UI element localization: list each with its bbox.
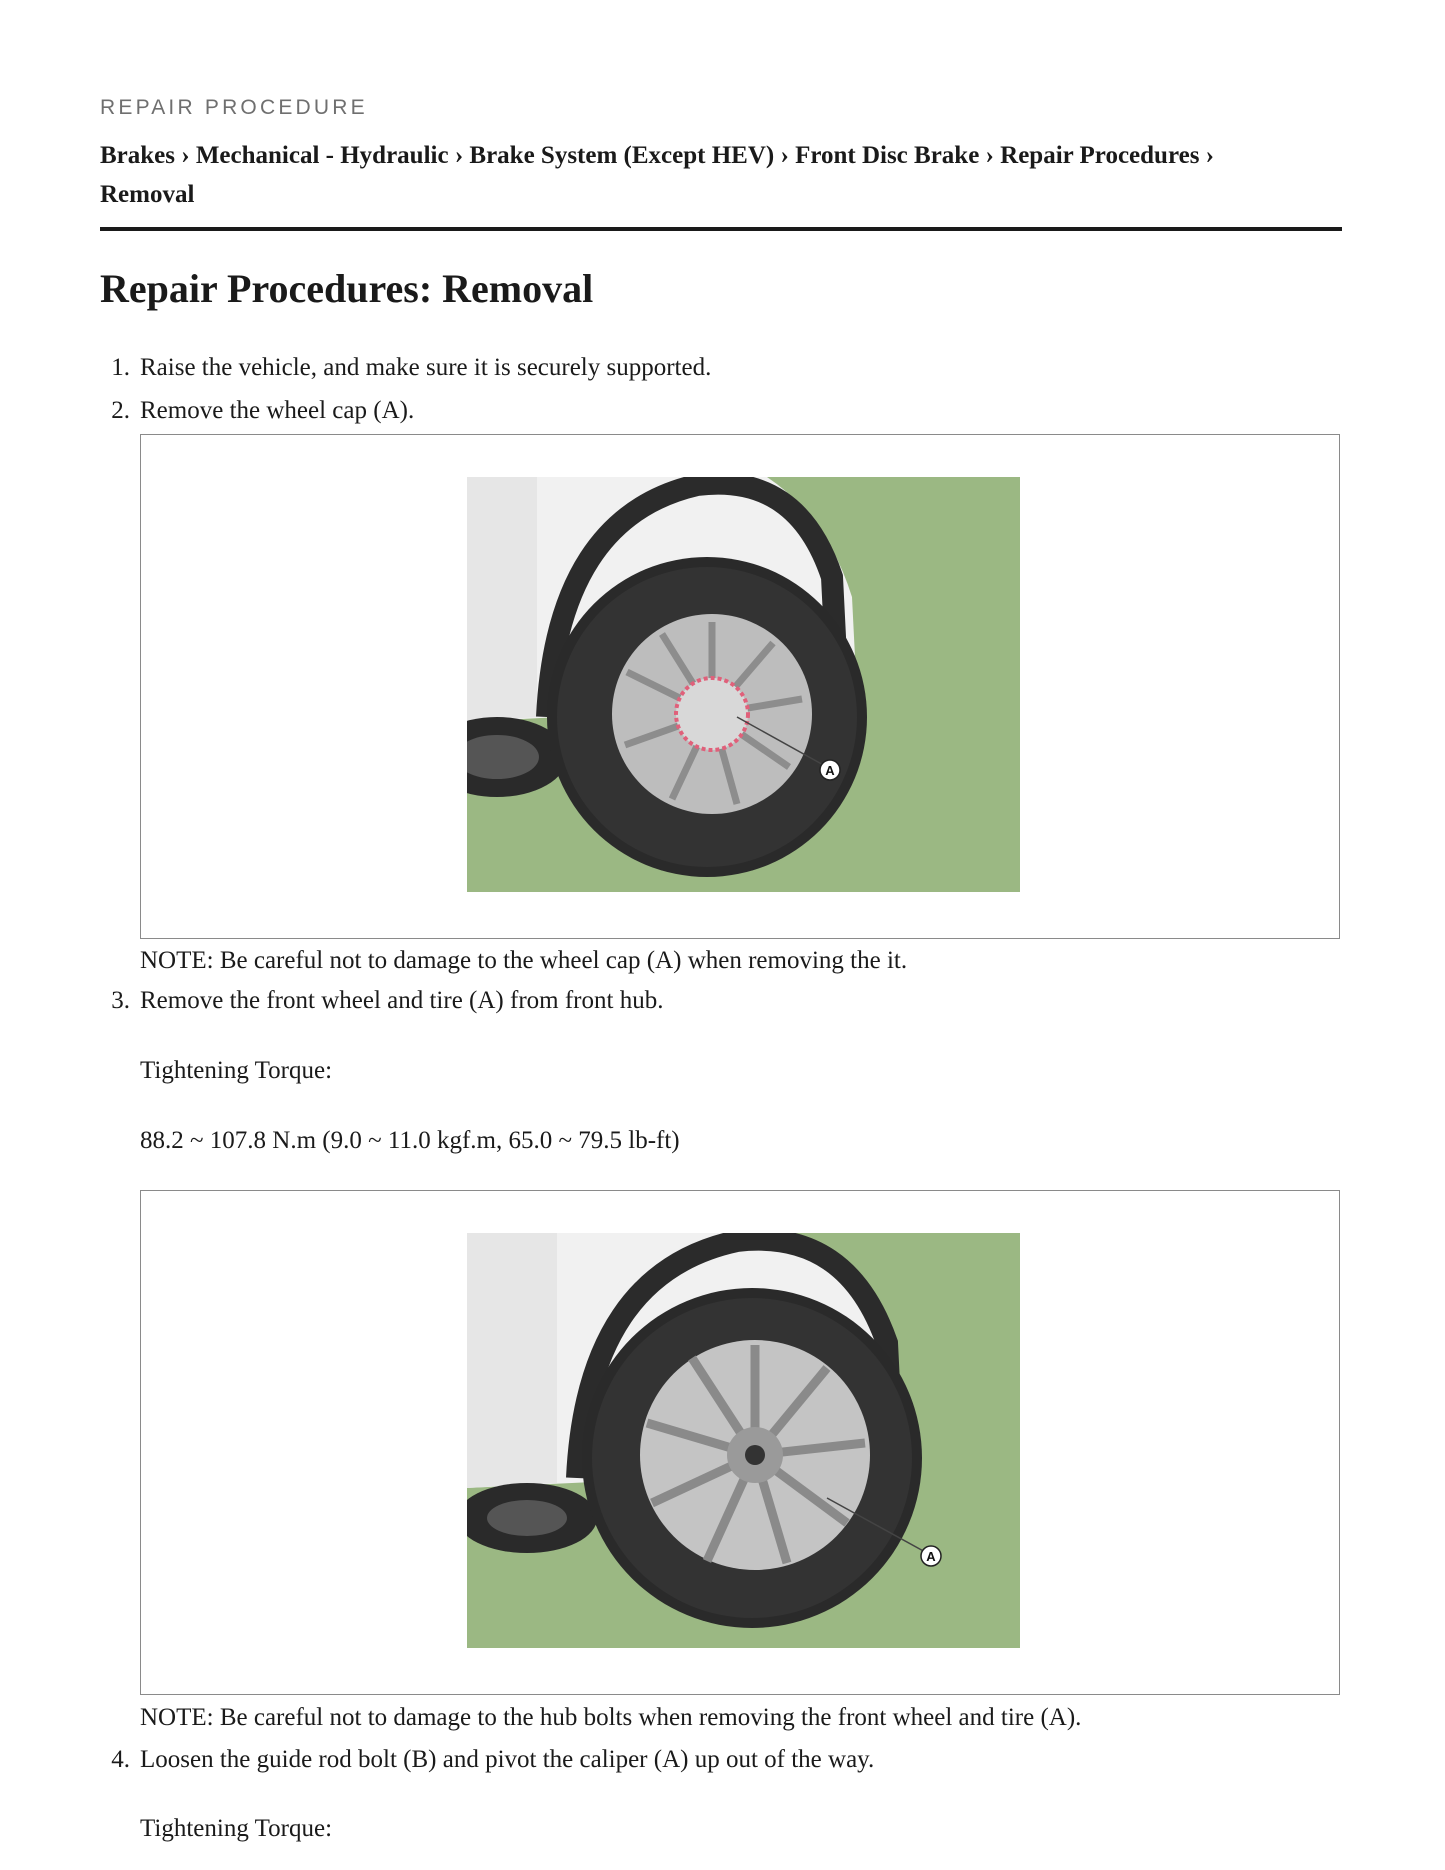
step-3-text: Remove the front wheel and tire (A) from front hub. [140,987,664,1014]
wheel-cap-highlight [676,678,748,750]
step-1-number: 1. [111,354,130,381]
breadcrumb-front-disc-brake[interactable]: Front Disc Brake › [795,142,994,169]
breadcrumb-removal: Removal [100,181,195,208]
breadcrumb-brake-system[interactable]: Brake System (Except HEV) › [469,142,789,169]
step-4-torque-label: Tightening Torque: [140,1815,333,1842]
header-divider [100,227,1342,231]
breadcrumb-repair-procedures[interactable]: Repair Procedures › [1000,142,1214,169]
figure-front-wheel [140,1190,1340,1695]
wheel-cap-illustration [467,477,1020,892]
step-3-torque-value: 88.2 ~ 107.8 N.m (9.0 ~ 11.0 kgf.m, 65.0 ~ 79.5 lb-ft) [140,1127,680,1154]
step-4-text: Loosen the guide rod bolt (B) and pivot the caliper (A) up out of the way. [140,1746,875,1773]
section-eyebrow: REPAIR PROCEDURE [100,96,368,119]
step-3-number: 3. [111,987,130,1014]
step-3-torque-label: Tightening Torque: [140,1057,333,1084]
breadcrumb-brakes[interactable]: Brakes › [100,142,190,169]
front-wheel-illustration [467,1233,1020,1648]
step-2-text: Remove the wheel cap (A). [140,397,415,424]
step-3-note: NOTE: Be careful not to damage to the hub bolts when removing the front wheel and tire (A). [140,1704,1082,1731]
breadcrumb [100,136,1342,214]
callout-a-label: A [825,763,835,778]
breadcrumb-mechanical-hydraulic[interactable]: Mechanical - Hydraulic › [195,142,464,169]
callout-a-label: A [926,1549,936,1564]
step-4-number: 4. [111,1746,130,1773]
step-2-note: NOTE: Be careful not to damage to the wheel cap (A) when removing the it. [140,947,908,974]
figure-wheel-cap [140,434,1340,939]
step-2-number: 2. [111,397,130,424]
step-1-text: Raise the vehicle, and make sure it is securely supported. [140,354,712,381]
page-title: Repair Procedures: Removal [100,266,594,311]
